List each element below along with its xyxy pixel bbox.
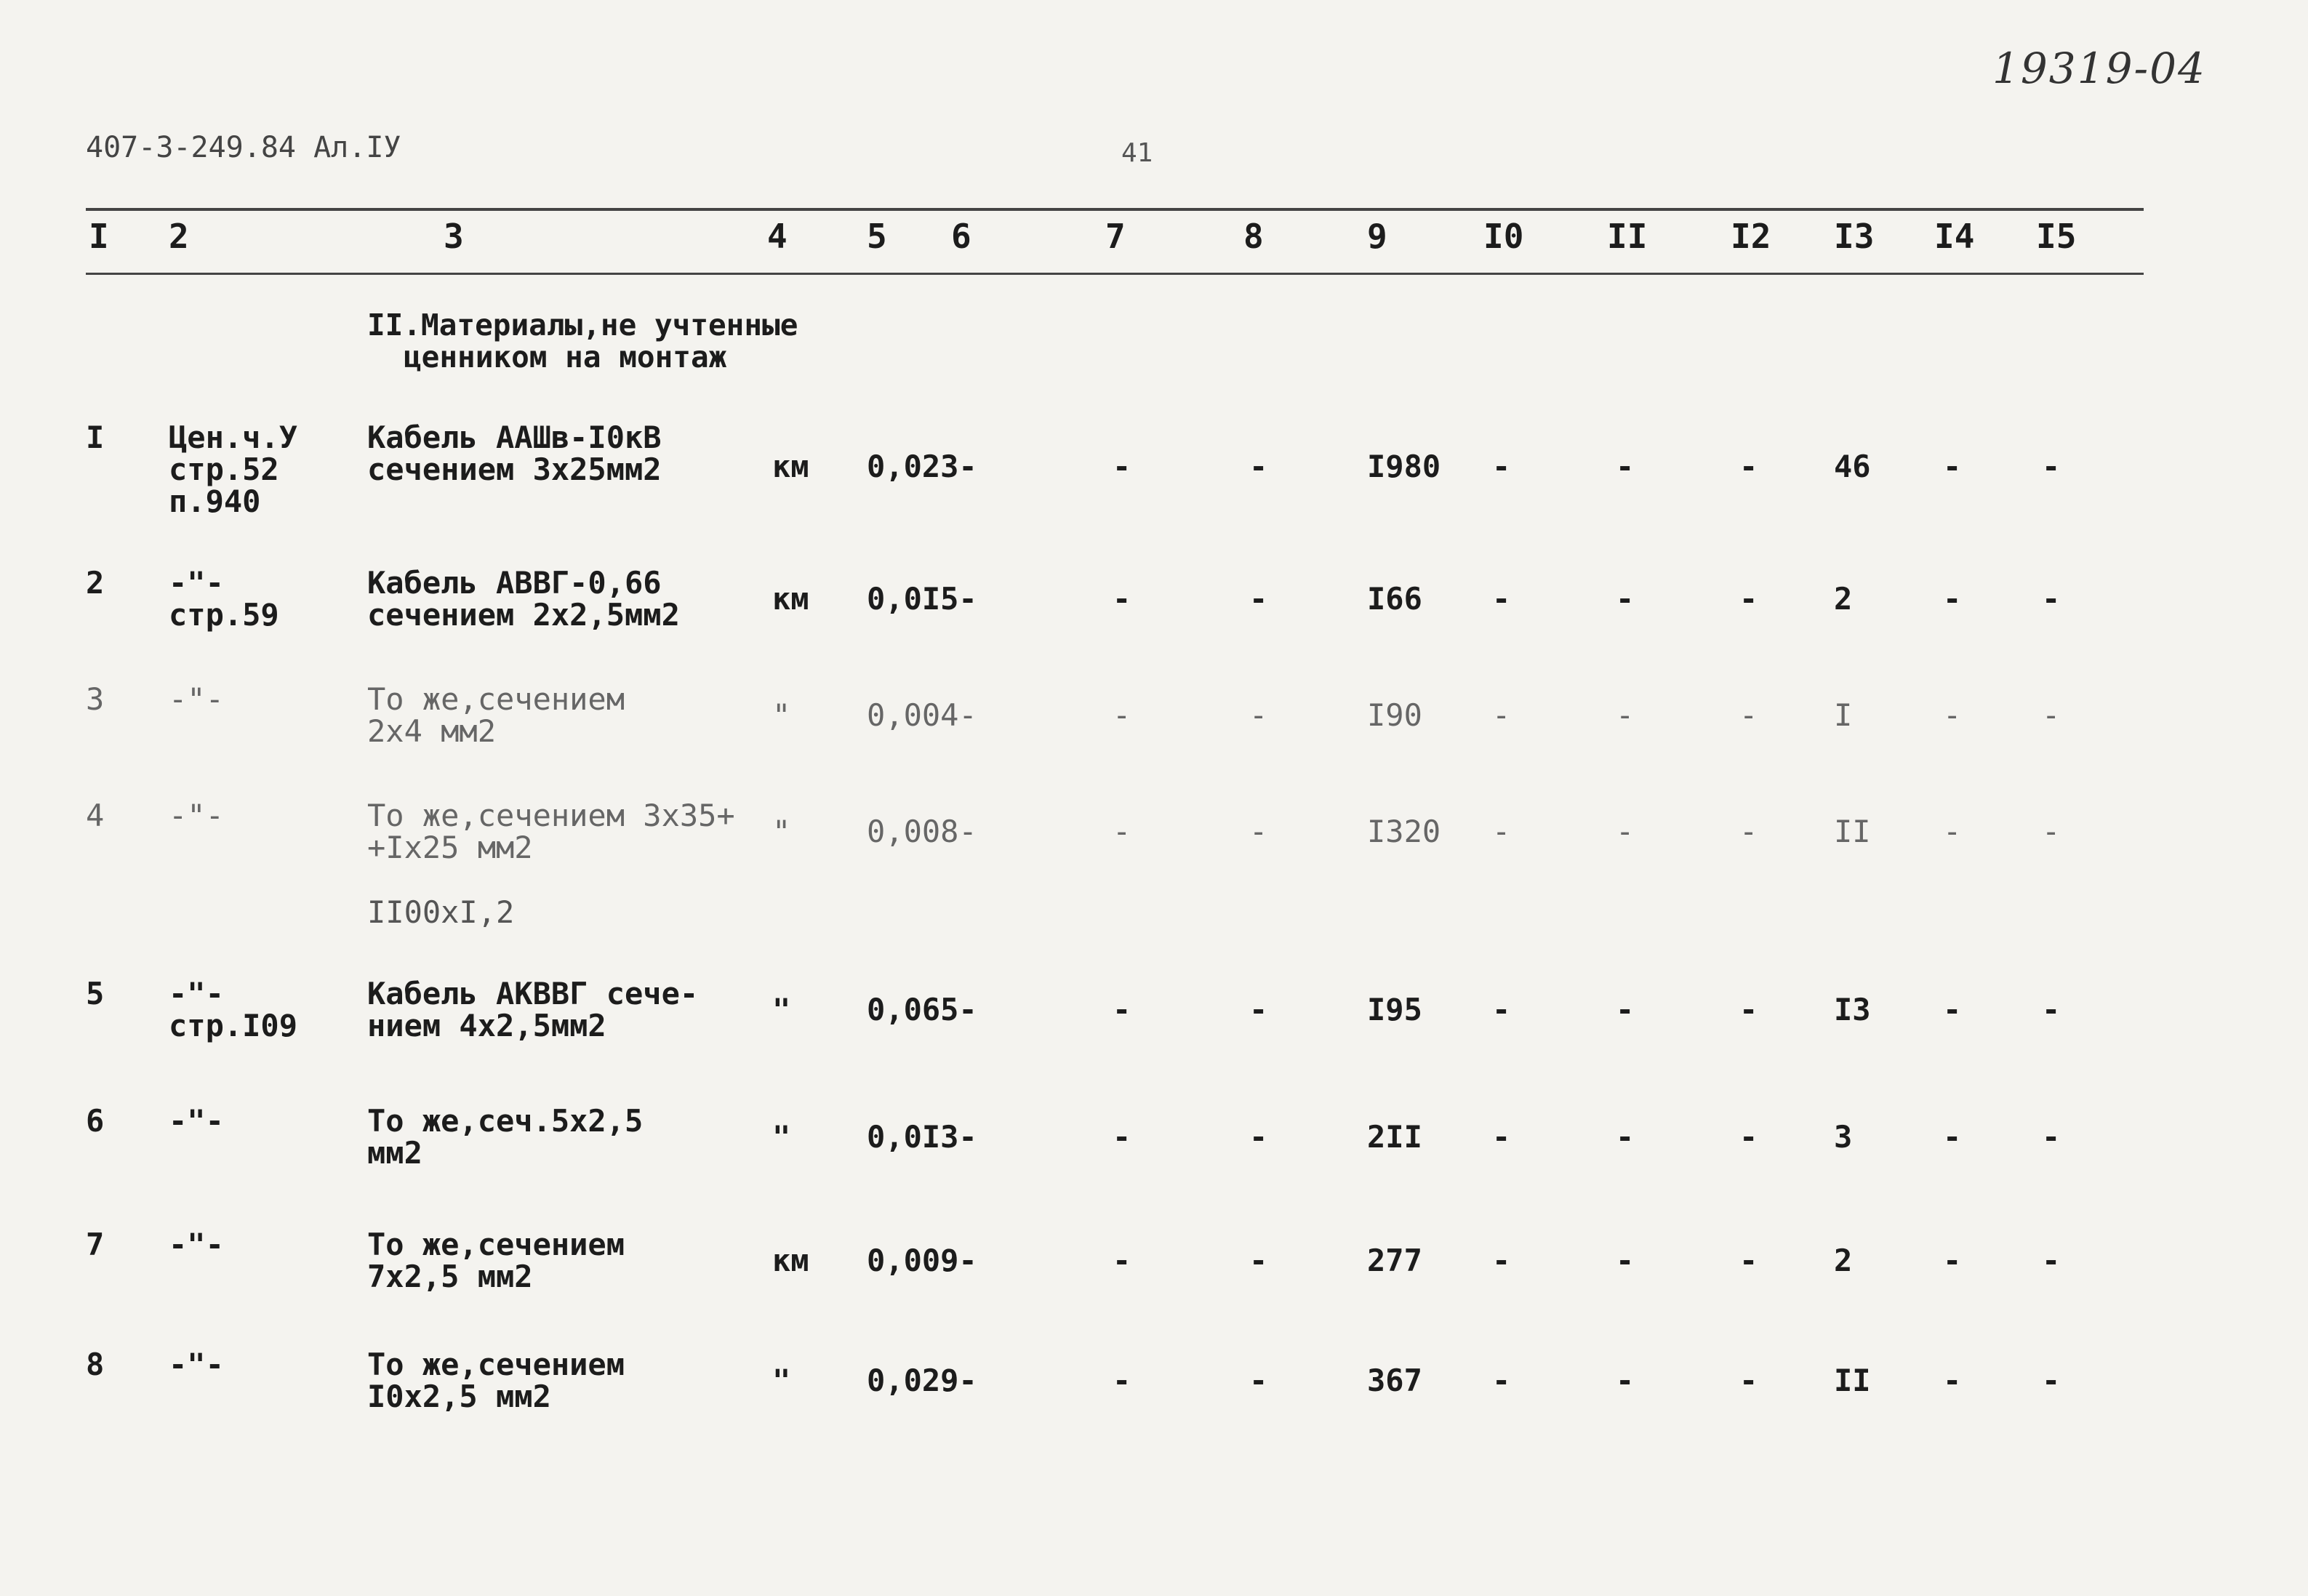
row-number: 4: [86, 798, 105, 833]
row-col-8: -: [1249, 1243, 1268, 1278]
section-title-line-2: ценником на монтаж: [404, 340, 727, 374]
row-col-14: -: [1943, 1243, 1962, 1278]
row-col-14: -: [1943, 1119, 1962, 1155]
row-name: То же,сечением 3х35+ +Iх25 мм2: [367, 798, 735, 865]
row-col-14: -: [1943, 992, 1962, 1027]
row-col-15: -: [2042, 449, 2061, 484]
row-col-9: I980: [1367, 449, 1441, 484]
column-header-1: I: [89, 217, 109, 256]
row-unit: км: [772, 1243, 809, 1278]
row-col-7: -: [1113, 449, 1131, 484]
row-name: То же,сечением 7х2,5 мм2: [367, 1227, 625, 1294]
row-col-11: -: [1616, 992, 1635, 1027]
row-col-13: 2: [1834, 581, 1853, 617]
row-name: Кабель ААШв-I0кВ сечением 3х25мм2: [367, 420, 662, 487]
row-col-10: -: [1492, 697, 1511, 733]
row-col-7: -: [1113, 1119, 1131, 1155]
row-number: 8: [86, 1347, 105, 1382]
row-col-7: -: [1113, 992, 1131, 1027]
column-header-14: I4: [1934, 217, 1975, 256]
archive-stamp: 19319-04: [1992, 44, 2206, 93]
column-header-11: II: [1607, 217, 1648, 256]
row-col-15: -: [2042, 1243, 2061, 1278]
row-col-7: -: [1113, 581, 1131, 617]
row-unit: км: [772, 581, 809, 617]
row-col-12: -: [1739, 581, 1758, 617]
row-name: Кабель АВВГ-0,66 сечением 2х2,5мм2: [367, 565, 680, 633]
column-header-12: I2: [1731, 217, 1771, 256]
column-header-4: 4: [767, 217, 788, 256]
row-col-15: -: [2042, 581, 2061, 617]
row-number: 7: [86, 1227, 105, 1262]
row-number: 5: [86, 976, 105, 1011]
row-col-11: -: [1616, 449, 1635, 484]
row-col-9: I95: [1367, 992, 1422, 1027]
row-col-12: -: [1739, 1363, 1758, 1398]
row-unit: км: [772, 449, 809, 484]
row-col-12: -: [1739, 697, 1758, 733]
row-col-8: -: [1249, 581, 1268, 617]
row-unit: ": [772, 697, 791, 733]
row-col-8: -: [1249, 992, 1268, 1027]
row-source: -"-: [169, 681, 224, 717]
table-header-rule: [86, 273, 2144, 275]
row-col-14: -: [1943, 1363, 1962, 1398]
row-col-15: -: [2042, 1363, 2061, 1398]
row-quantity: 0,029-: [867, 1363, 977, 1398]
row-col-12: -: [1739, 992, 1758, 1027]
row-col-15: -: [2042, 697, 2061, 733]
row-quantity: 0,009-: [867, 1243, 977, 1278]
row-col-14: -: [1943, 581, 1962, 617]
row-col-9: 367: [1367, 1363, 1422, 1398]
section-title: [367, 309, 798, 373]
row-quantity: 0,004-: [867, 697, 977, 733]
row-col-9: 2II: [1367, 1119, 1422, 1155]
row-col-12: -: [1739, 1119, 1758, 1155]
row-number: I: [86, 420, 105, 455]
row-col-15: -: [2042, 992, 2061, 1027]
row-col-9: 277: [1367, 1243, 1422, 1278]
row-source: -"-: [169, 1227, 224, 1262]
row-col-8: -: [1249, 1119, 1268, 1155]
column-header-13: I3: [1834, 217, 1875, 256]
row-source: -"- стр.59: [169, 565, 279, 633]
row-col-13: 2: [1834, 1243, 1853, 1278]
row-col-11: -: [1616, 1119, 1635, 1155]
row-quantity: 0,0I3-: [867, 1119, 977, 1155]
row-col-8: -: [1249, 697, 1268, 733]
row-col-11: -: [1616, 581, 1635, 617]
row-col-11: -: [1616, 1243, 1635, 1278]
column-header-10: I0: [1483, 217, 1524, 256]
row-col-10: -: [1492, 581, 1511, 617]
row-col-12: -: [1739, 449, 1758, 484]
row-col-11: -: [1616, 697, 1635, 733]
row-source: Цен.ч.У стр.52 п.940: [169, 420, 298, 519]
row-quantity: 0,065-: [867, 992, 977, 1027]
row-source: -"-: [169, 1347, 224, 1382]
row-source: -"-: [169, 798, 224, 833]
row-col-9: I90: [1367, 697, 1422, 733]
row-unit: ": [772, 1119, 791, 1155]
column-header-9: 9: [1367, 217, 1387, 256]
row-col-13: II: [1834, 814, 1871, 849]
document-code: 407-3-249.84 Ал.IУ: [86, 131, 401, 164]
row-unit: ": [772, 814, 791, 849]
row-col-13: 46: [1834, 449, 1871, 484]
column-header-15: I5: [2036, 217, 2077, 256]
row-name: То же,сеч.5х2,5 мм2: [367, 1103, 644, 1171]
row-col-7: -: [1113, 1243, 1131, 1278]
extra-note: II00хI,2: [367, 894, 515, 930]
row-unit: ": [772, 992, 791, 1027]
row-col-10: -: [1492, 992, 1511, 1027]
row-col-7: -: [1113, 1363, 1131, 1398]
row-quantity: 0,008-: [867, 814, 977, 849]
row-number: 3: [86, 681, 105, 717]
row-name: То же,сечением I0х2,5 мм2: [367, 1347, 625, 1414]
row-name: То же,сечением 2х4 мм2: [367, 681, 625, 749]
row-col-15: -: [2042, 814, 2061, 849]
row-col-8: -: [1249, 449, 1268, 484]
row-col-10: -: [1492, 449, 1511, 484]
row-col-8: -: [1249, 814, 1268, 849]
row-col-9: I66: [1367, 581, 1422, 617]
row-col-10: -: [1492, 1363, 1511, 1398]
column-header-5: 5: [867, 217, 887, 256]
column-header-6: 6: [951, 217, 971, 256]
column-header-7: 7: [1105, 217, 1126, 256]
row-col-12: -: [1739, 1243, 1758, 1278]
row-col-10: -: [1492, 1119, 1511, 1155]
row-col-13: I: [1834, 697, 1853, 733]
row-source: -"- стр.I09: [169, 976, 298, 1043]
column-header-2: 2: [169, 217, 189, 256]
table-top-rule: [86, 208, 2144, 211]
row-col-7: -: [1113, 697, 1131, 733]
row-col-14: -: [1943, 449, 1962, 484]
row-name: Кабель АКВВГ сече- нием 4х2,5мм2: [367, 976, 699, 1043]
page-number: 41: [1121, 138, 1153, 168]
section-title-line-1: II.Материалы,не учтенные: [367, 308, 798, 342]
row-source: -"-: [169, 1103, 224, 1139]
row-col-13: I3: [1834, 992, 1871, 1027]
row-col-14: -: [1943, 697, 1962, 733]
row-col-15: -: [2042, 1119, 2061, 1155]
row-quantity: 0,023-: [867, 449, 977, 484]
row-col-13: II: [1834, 1363, 1871, 1398]
row-quantity: 0,0I5-: [867, 581, 977, 617]
row-number: 6: [86, 1103, 105, 1139]
row-col-14: -: [1943, 814, 1962, 849]
row-col-10: -: [1492, 814, 1511, 849]
row-col-11: -: [1616, 1363, 1635, 1398]
row-col-9: I320: [1367, 814, 1441, 849]
row-col-7: -: [1113, 814, 1131, 849]
row-number: 2: [86, 565, 105, 601]
column-header-3: 3: [444, 217, 464, 256]
row-unit: ": [772, 1363, 791, 1398]
row-col-10: -: [1492, 1243, 1511, 1278]
row-col-11: -: [1616, 814, 1635, 849]
column-header-8: 8: [1243, 217, 1264, 256]
row-col-13: 3: [1834, 1119, 1853, 1155]
row-col-8: -: [1249, 1363, 1268, 1398]
row-col-12: -: [1739, 814, 1758, 849]
